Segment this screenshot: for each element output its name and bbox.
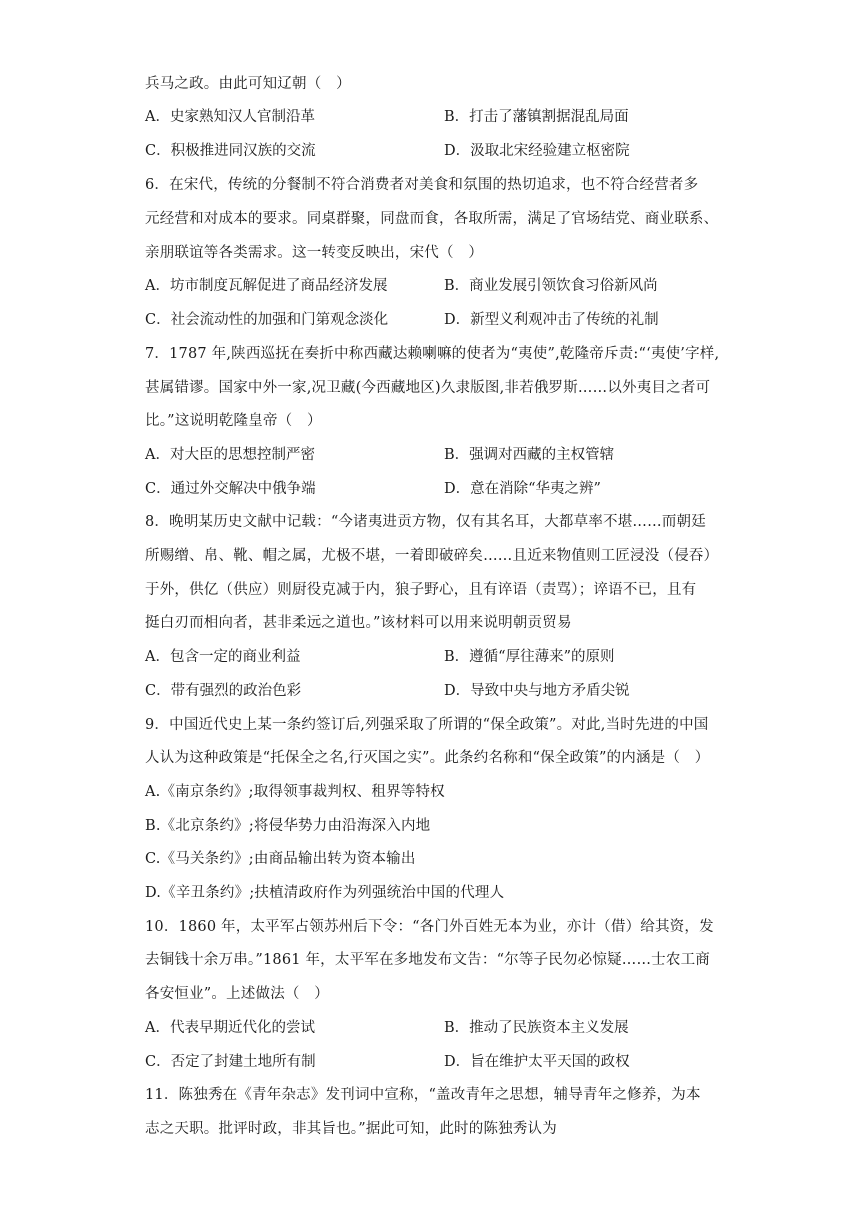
text-line: 兵马之政。由此可知辽朝（ ）: [145, 76, 351, 92]
option-c: C．社会流动性的加强和门第观念淡化: [145, 312, 389, 328]
option-a: A.《南京条约》;取得领事裁判权、租界等特权: [145, 784, 445, 800]
option-a: A．对大臣的思想控制严密: [145, 447, 315, 463]
option-d: D．新型义利观冲击了传统的礼制: [444, 312, 659, 328]
option-c: C．否定了封建土地所有制: [145, 1054, 316, 1070]
option-d: D．旨在维护太平天国的政权: [444, 1054, 630, 1070]
option-c: C．积极推进同汉族的交流: [145, 143, 316, 159]
option-d: D.《辛丑条约》;扶植清政府作为列强统治中国的代理人: [145, 885, 505, 901]
text-line: 人认为这种政策是“托保全之名,行灭国之实”。此条约名称和“保全政策”的内涵是（ ）: [145, 750, 710, 766]
text-line: 元经营和对成本的要求。同桌群聚，同盘而食，各取所需，满足了官场结党、商业联系、: [145, 211, 719, 227]
option-d: D．意在消除“华夷之辨”: [444, 481, 601, 497]
question-10: 10．1860 年，太平军占领苏州后下令：“各门外百姓无本为业，亦计（借）给其资，发: [145, 919, 714, 935]
question-11: 11．陈独秀在《青年杂志》发刊词中宣称，“盖改青年之思想，辅导青年之修养，为本: [145, 1087, 701, 1103]
option-d: D．导致中央与地方矛盾尖锐: [444, 683, 630, 699]
option-c: C．通过外交解决中俄争端: [145, 481, 316, 497]
option-b: B．商业发展引领饮食习俗新风尚: [444, 278, 658, 294]
text-line: 去铜钱十余万串。”1861 年，太平军在多地发布文告：“尔等子民勿必惊疑……士农工商: [145, 952, 710, 968]
option-d: D．汲取北宋经验建立枢密院: [444, 143, 630, 159]
text-line: 各安恒业”。上述做法（ ）: [145, 986, 330, 1002]
option-c: C．带有强烈的政治色彩: [145, 683, 302, 699]
option-b: B.《北京条约》;将侵华势力由沿海深入内地: [145, 818, 431, 834]
option-b: B．打击了藩镇割据混乱局面: [444, 109, 629, 125]
text-line: 甚属错谬。国家中外一家,况卫藏(今西藏地区)久隶版图,非若俄罗斯……以外夷目之者可: [145, 380, 711, 396]
option-b: B．遵循“厚往薄来”的原则: [444, 649, 615, 665]
question-8: 8．晚明某历史文献中记载：“今诸夷进贡方物，仅有其名耳，大都草率不堪……而朝廷: [145, 514, 706, 530]
option-c: C.《马关条约》;由商品输出转为资本输出: [145, 851, 416, 867]
text-line: 比。”这说明乾隆皇帝（ ）: [145, 413, 322, 429]
option-a: A．代表早期近代化的尝试: [145, 1020, 315, 1036]
option-a: A．史家熟知汉人官制沿革: [145, 109, 315, 125]
question-9: 9．中国近代史上某一条约签订后,列强采取了所谓的“保全政策”。对此,当时先进的中国: [145, 717, 709, 733]
question-7: 7．1787 年,陕西巡抚在奏折中称西藏达赖喇嘛的使者为“夷使”,乾隆帝斥责:“‘夷使’字样,: [145, 346, 720, 362]
text-line: 挺白刃而相向者，甚非柔远之道也。”该材料可以用来说明朝贡贸易: [145, 615, 572, 631]
text-line: 于外，供亿（供应）则厨役克减于内，狼子野心，且有谇语（责骂）；谇语不已，且有: [145, 582, 697, 598]
text-line: 志之天职。批评时政，非其旨也。”据此可知，此时的陈独秀认为: [145, 1121, 557, 1137]
text-line: 亲朋联谊等各类需求。这一转变反映出，宋代（ ）: [145, 245, 484, 261]
option-b: B．强调对西藏的主权管辖: [444, 447, 615, 463]
option-a: A．坊市制度瓦解促进了商品经济发展: [145, 278, 388, 294]
option-b: B．推动了民族资本主义发展: [444, 1020, 629, 1036]
option-a: A．包含一定的商业利益: [145, 649, 301, 665]
text-line: 所赐缯、帛、靴、帽之属，尤极不堪，一着即破碎矣……且近来物值则工匠浸没（侵吞）: [145, 548, 719, 564]
question-6: 6．在宋代，传统的分餐制不符合消费者对美食和氛围的热切追求，也不符合经营者多: [145, 177, 699, 193]
